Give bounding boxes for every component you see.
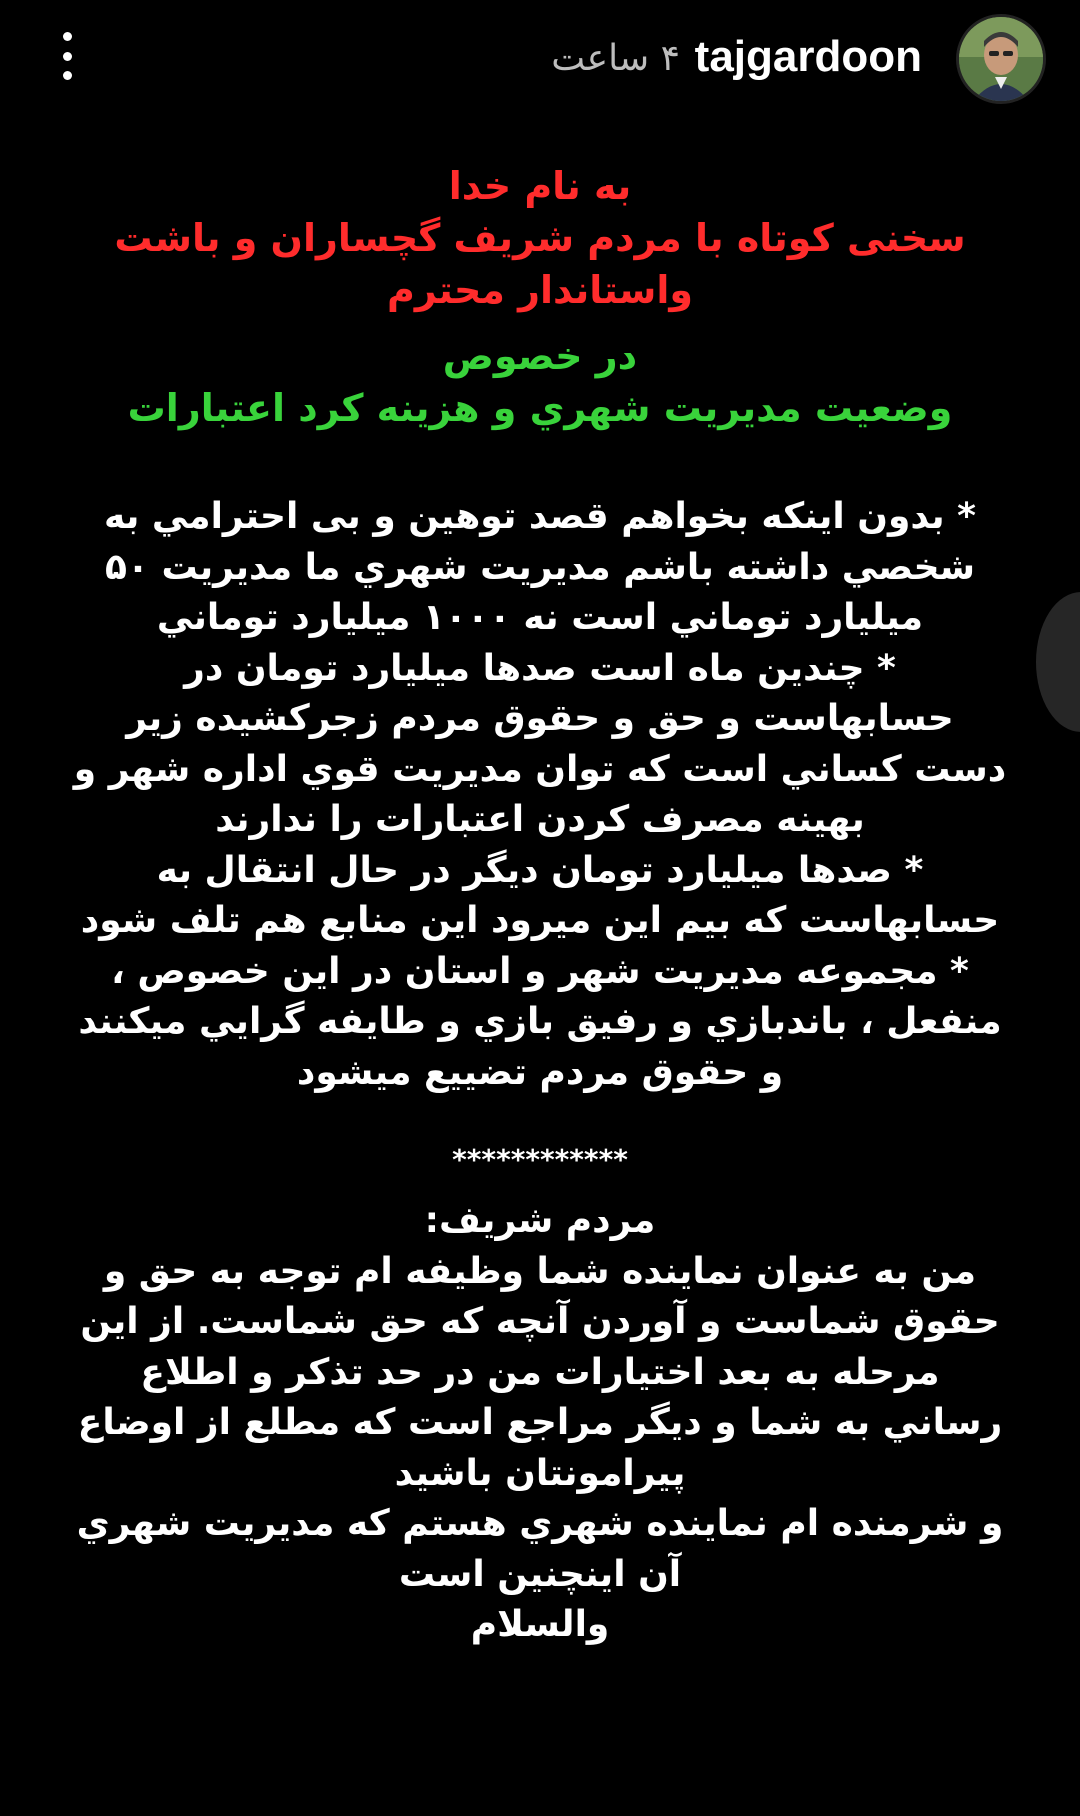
body-line: حسابهاست و حق و حقوق مردم زجرکشیده زیر [126, 698, 954, 739]
closing-line: من به عنوان نماینده شما وظیفه ام توجه به حق و [103, 1250, 977, 1292]
body-line: حسابهاست که بیم این میرود این منابع هم تلف شود [80, 900, 1000, 941]
closing-line: والسلام [470, 1604, 610, 1645]
body-line: شخصي داشته باشم مدیریت شهري ما مدیریت ۵۰ [105, 546, 975, 588]
profile-photo-icon [959, 17, 1043, 101]
body-line: * بدون اینکه بخواهم قصد توهین و بی احترامي به [104, 496, 976, 537]
story-next-handle[interactable] [1036, 592, 1080, 732]
body-line: * صدها میلیارد تومان دیگر در حال انتقال به [156, 849, 924, 891]
subtitle-green [60, 330, 1020, 434]
menu-dot [63, 52, 72, 61]
closing-line: مردم شریف: [424, 1200, 656, 1241]
title-red [60, 160, 1020, 316]
closing-text [60, 1196, 1020, 1651]
title-line: واستاندار محترم [386, 268, 694, 312]
avatar[interactable] [956, 14, 1046, 104]
closing-line: و شرمنده ام نماینده شهري هستم که مدیریت شهري [76, 1503, 1004, 1544]
story-header [0, 0, 1080, 110]
separator: ************ [452, 1143, 628, 1176]
body-line: * مجموعه مدیریت شهر و استان در این خصوص ، [111, 950, 969, 992]
menu-dot [63, 32, 72, 41]
closing-line: آن اینچنین است [398, 1553, 682, 1595]
title-line: به نام خدا [448, 164, 632, 208]
subtitle-line: در خصوص [442, 334, 638, 378]
subtitle-line: وضعیت مدیریت شهري و هزینه کرد اعتبارات [127, 386, 953, 430]
closing-line: رساني به شما و دیگر مراجع است که مطلع از اوضاع [77, 1402, 1003, 1443]
body-line: دست کساني است که توان مدیریت قوي اداره شهر و [73, 748, 1007, 790]
username[interactable]: tajgardoon [694, 32, 922, 81]
post-timestamp: ۴ ساعت [551, 38, 680, 79]
body-line: * چندین ماه است صدها میلیارد تومان در [184, 647, 896, 689]
menu-dot [63, 71, 72, 80]
closing-line: پیرامونتان باشید [394, 1452, 686, 1494]
title-line: سخنی کوتاه با مردم شریف گچساران و باشت [114, 216, 966, 260]
closing-line: مرحله به بعد اختیارات من در حد تذکر و اطلاع [140, 1351, 940, 1393]
more-options-icon[interactable] [52, 32, 82, 80]
body-line: منفعل ، باندبازي و رفیق بازي و طایفه گرایي میکنند [78, 1001, 1002, 1042]
story-text [60, 160, 1020, 1651]
body-line: میلیارد توماني است نه ۱۰۰۰ میلیارد توماني [156, 597, 924, 638]
post-body [60, 492, 1020, 1098]
body-line: بهینه مصرف کردن اعتبارات را ندارند [215, 799, 865, 840]
body-line: و حقوق مردم تضییع میشود [296, 1051, 784, 1093]
closing-line: حقوق شماست و آوردن آنچه که حق شماست. از این [80, 1301, 1000, 1342]
